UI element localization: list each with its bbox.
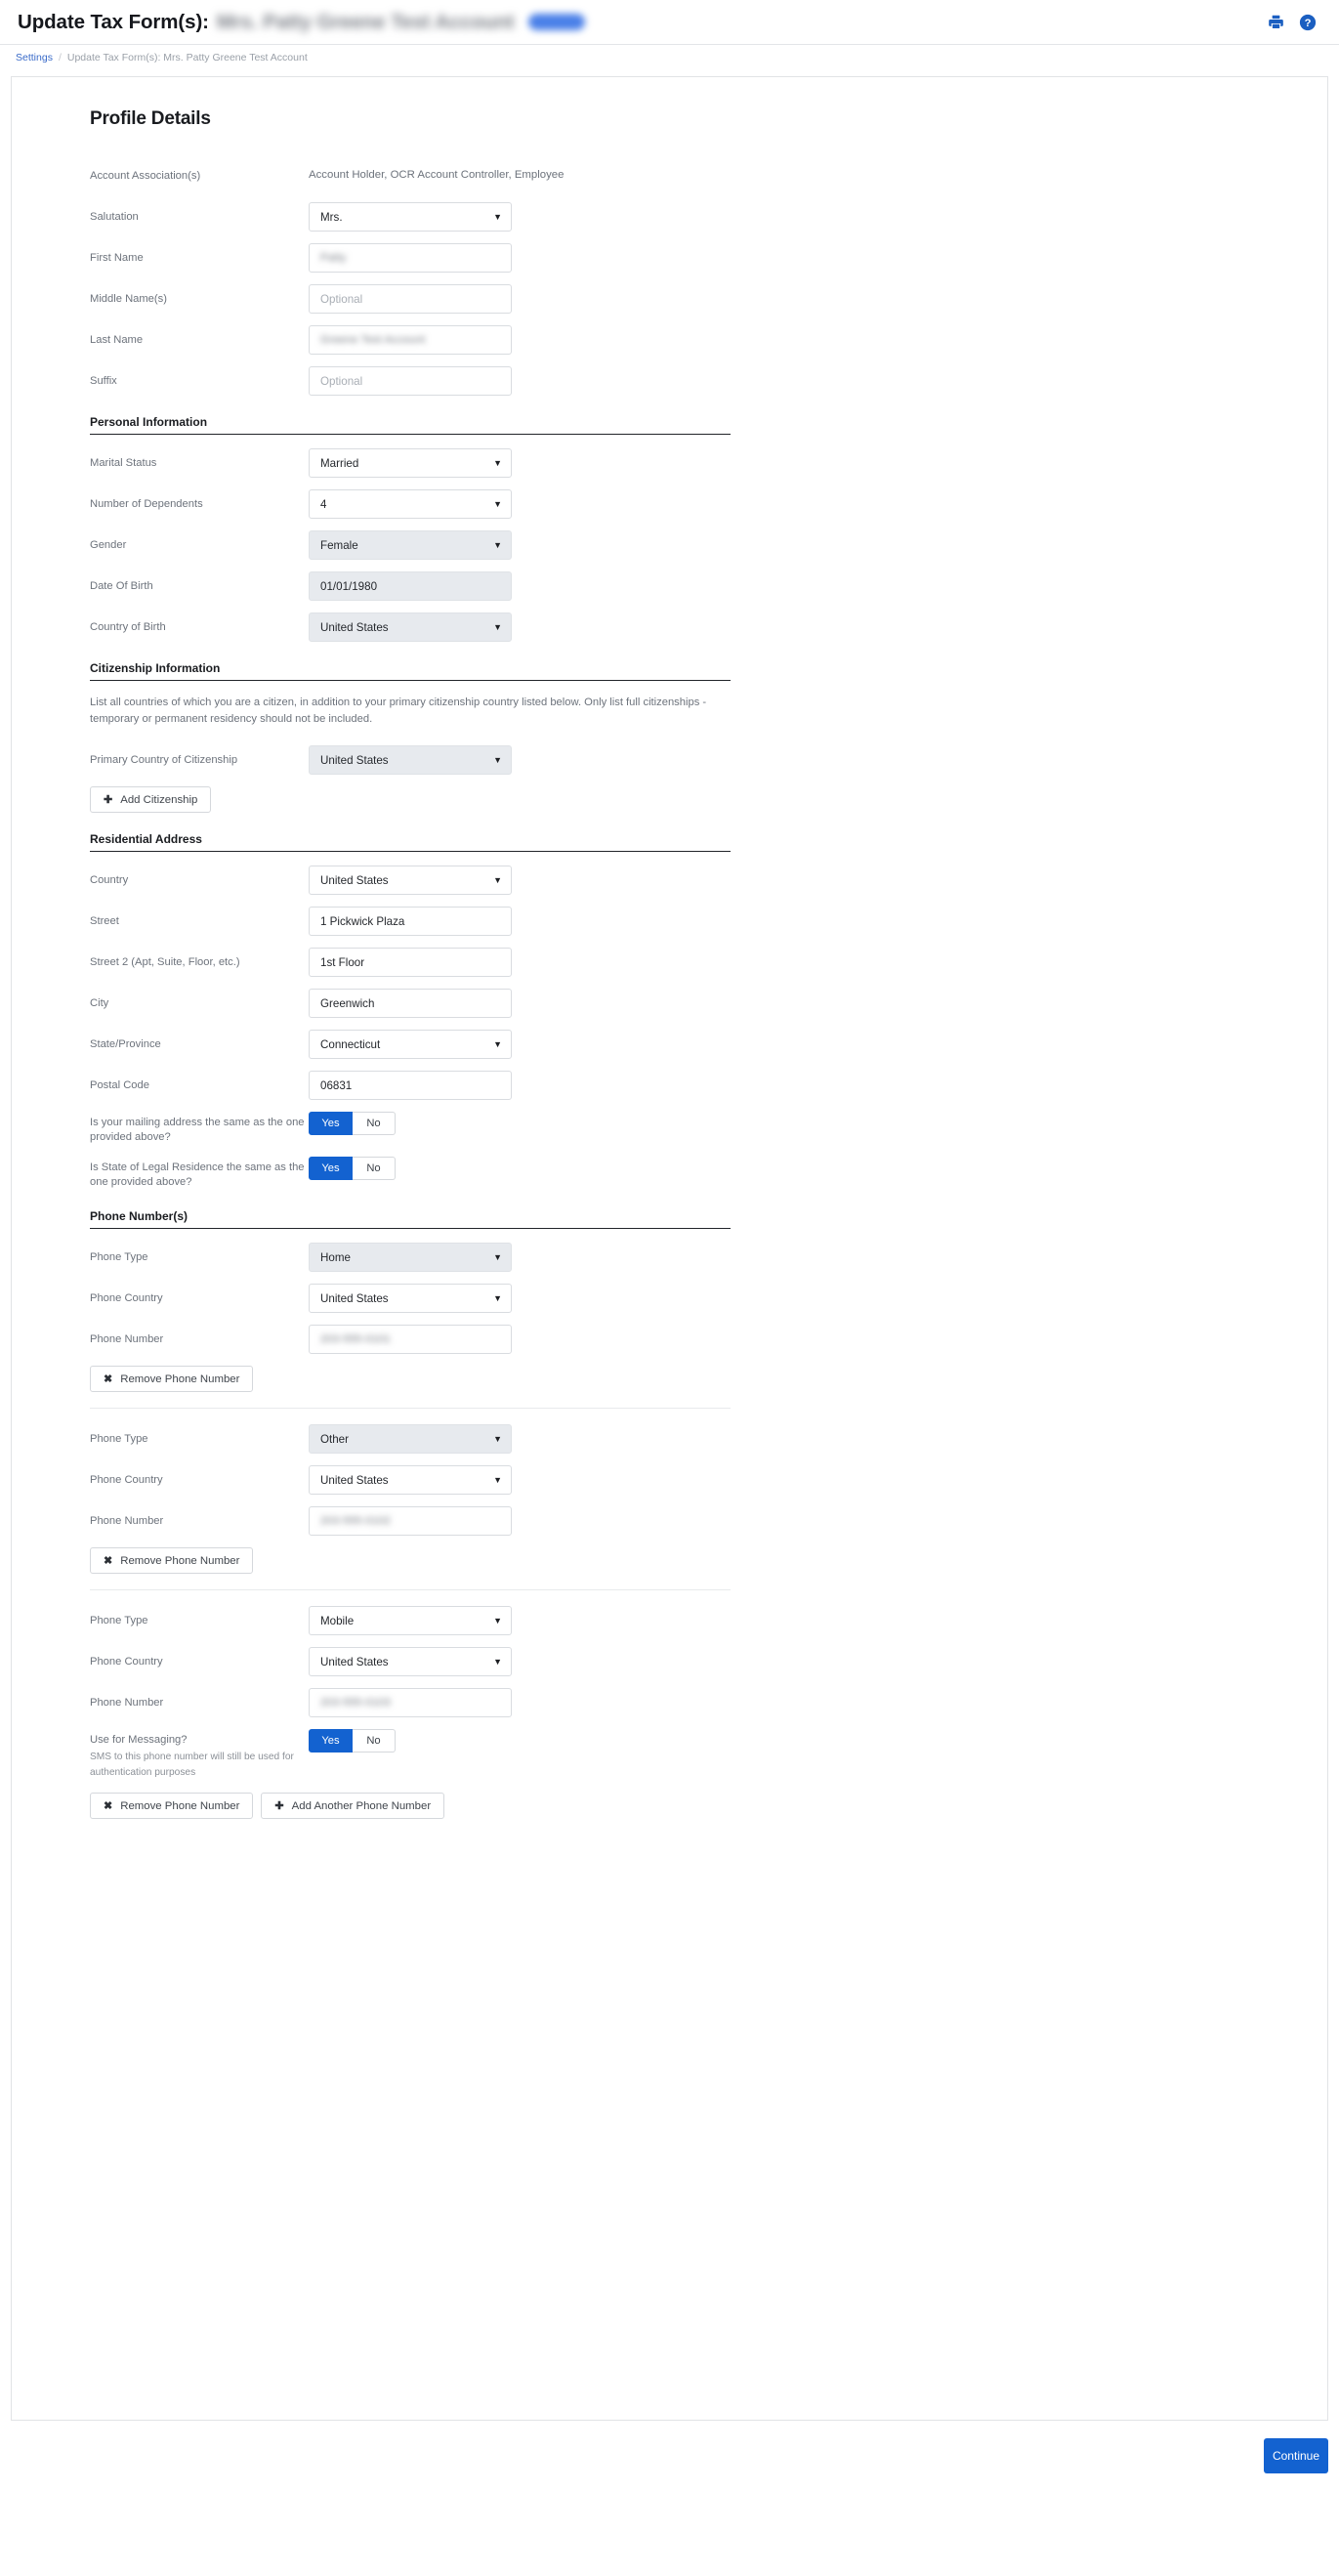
remove-phone-number-button[interactable] — [90, 1793, 253, 1819]
dependents-select[interactable] — [309, 489, 512, 519]
primary-citizenship-select[interactable] — [309, 745, 512, 775]
legal-residence-yes-option[interactable]: Yes — [309, 1157, 353, 1180]
field-row-phone-country — [90, 1284, 1145, 1313]
phone-actions — [90, 1547, 1145, 1574]
phone-entry — [90, 1606, 1145, 1819]
chevron-down-icon: ▼ — [493, 1657, 502, 1667]
field-row-suffix — [90, 366, 1145, 396]
state-value: Connecticut — [320, 1037, 381, 1051]
label-country-of-birth: Country of Birth — [90, 621, 166, 633]
field-row-primary-citizenship — [90, 745, 1145, 775]
field-row-phone-type — [90, 1606, 1145, 1635]
country-of-birth-value: United States — [320, 620, 389, 634]
label-marital-status: Marital Status — [90, 457, 157, 469]
remove-phone-number-button[interactable] — [90, 1366, 253, 1392]
field-row-phone-country — [90, 1647, 1145, 1676]
use-for-messaging-no-option[interactable]: No — [353, 1729, 396, 1753]
label-suffix: Suffix — [90, 375, 117, 387]
street-input[interactable] — [309, 907, 512, 936]
print-icon[interactable] — [1266, 13, 1285, 32]
chevron-down-icon: ▼ — [493, 1616, 502, 1626]
header-actions — [1266, 13, 1318, 32]
suffix-placeholder: Optional — [320, 374, 363, 388]
label-country: Country — [90, 874, 129, 886]
suffix-input[interactable] — [309, 366, 512, 396]
field-row-phone-number — [90, 1688, 1145, 1717]
phone-country-select[interactable] — [309, 1465, 512, 1495]
label-last-name: Last Name — [90, 334, 144, 346]
phone-actions — [90, 1366, 1145, 1392]
help-circle-icon[interactable] — [1298, 13, 1318, 32]
mailing-same-no-option[interactable]: No — [353, 1112, 396, 1135]
page-title-prefix: Update Tax Form(s): — [18, 10, 209, 33]
field-row-use-for-messaging — [90, 1729, 1145, 1781]
chevron-down-icon: ▼ — [493, 875, 502, 885]
phone-number-input[interactable] — [309, 1506, 512, 1536]
country-select[interactable] — [309, 866, 512, 895]
phone-country-value: United States — [320, 1473, 389, 1487]
legal-residence-no-option[interactable]: No — [353, 1157, 396, 1180]
field-row-street2 — [90, 948, 1145, 977]
label-phone-type: Phone Type — [90, 1251, 148, 1263]
field-row-last-name — [90, 325, 1145, 355]
phone-type-select[interactable] — [309, 1606, 512, 1635]
label-phone-number: Phone Number — [90, 1515, 164, 1527]
label-phone-type: Phone Type — [90, 1615, 148, 1626]
section-header-residential-address: Residential Address — [90, 832, 731, 852]
page-title — [18, 11, 585, 34]
phone-type-select[interactable] — [309, 1243, 512, 1272]
label-phone-number: Phone Number — [90, 1333, 164, 1345]
svg-text:?: ? — [1304, 17, 1312, 29]
postal-code-input[interactable] — [309, 1071, 512, 1100]
city-value: Greenwich — [320, 996, 375, 1010]
field-row-marital-status — [90, 448, 1145, 478]
phone-number-value-redacted: 203-555-0103 — [320, 1697, 392, 1709]
phone-number-input[interactable] — [309, 1325, 512, 1354]
label-account-association: Account Association(s) — [90, 170, 201, 182]
phone-country-value: United States — [320, 1291, 389, 1305]
use-for-messaging-toggle[interactable] — [309, 1729, 396, 1753]
salutation-select[interactable] — [309, 202, 512, 232]
add-another-phone-number-label: Add Another Phone Number — [291, 1799, 432, 1812]
use-for-messaging-title: Use for Messaging? — [90, 1734, 188, 1746]
field-row-salutation — [90, 202, 1145, 232]
chevron-down-icon: ▼ — [493, 458, 502, 468]
citizenship-description: List all countries of which you are a citizen, in addition to your primary citizenship country listed below. Only list full citizenships - temporary or permanent residency should not be included. — [90, 697, 707, 725]
field-row-phone-type — [90, 1424, 1145, 1454]
phone-number-value-redacted: 203-555-0101 — [320, 1333, 392, 1345]
chevron-down-icon: ▼ — [493, 1293, 502, 1303]
field-row-state — [90, 1030, 1145, 1059]
phone-country-value: United States — [320, 1655, 389, 1668]
label-phone-country: Phone Country — [90, 1474, 163, 1486]
label-street2: Street 2 (Apt, Suite, Floor, etc.) — [90, 956, 240, 968]
field-row-date-of-birth — [90, 571, 1145, 601]
field-row-city — [90, 989, 1145, 1018]
label-gender: Gender — [90, 539, 127, 551]
street2-input[interactable] — [309, 948, 512, 977]
field-row-account-association — [90, 161, 1145, 190]
label-dependents: Number of Dependents — [90, 498, 203, 510]
remove-phone-number-button[interactable] — [90, 1547, 253, 1574]
label-primary-citizenship: Primary Country of Citizenship — [90, 754, 238, 766]
continue-button[interactable]: Continue — [1264, 2438, 1328, 2473]
plus-icon: ✚ — [104, 794, 113, 806]
field-row-phone-number — [90, 1506, 1145, 1536]
primary-citizenship-value: United States — [320, 753, 389, 767]
marital-status-value: Married — [320, 456, 359, 470]
last-name-value-redacted: Greene Test Account — [320, 334, 426, 346]
value-account-association: Account Holder, OCR Account Controller, Employee — [309, 169, 565, 181]
use-for-messaging-yes-option[interactable]: Yes — [309, 1729, 353, 1753]
gender-value: Female — [320, 538, 358, 552]
section-header-citizenship-information: Citizenship Information — [90, 661, 731, 681]
breadcrumb-link-settings[interactable]: Settings — [16, 52, 53, 63]
label-mailing-same: Is your mailing address the same as the one provided above? — [90, 1117, 305, 1143]
date-of-birth-input — [309, 571, 512, 601]
gender-select[interactable] — [309, 530, 512, 560]
first-name-input[interactable] — [309, 243, 512, 273]
chevron-down-icon: ▼ — [493, 540, 502, 550]
field-row-postal-code — [90, 1071, 1145, 1100]
field-row-gender — [90, 530, 1145, 560]
chevron-down-icon: ▼ — [493, 212, 502, 222]
remove-phone-number-label: Remove Phone Number — [120, 1554, 240, 1567]
add-citizenship-label: Add Citizenship — [120, 793, 198, 806]
field-row-street — [90, 907, 1145, 936]
plus-icon: ✚ — [274, 1800, 284, 1812]
phone-divider — [90, 1589, 731, 1590]
city-input[interactable] — [309, 989, 512, 1018]
middle-name-input[interactable] — [309, 284, 512, 314]
chevron-down-icon: ▼ — [493, 1039, 502, 1049]
chevron-down-icon: ▼ — [493, 1434, 502, 1444]
phone-number-value-redacted: 203-555-0102 — [320, 1515, 392, 1527]
state-select[interactable] — [309, 1030, 512, 1059]
label-use-for-messaging — [90, 1729, 309, 1781]
label-phone-type: Phone Type — [90, 1433, 148, 1445]
legal-residence-toggle[interactable] — [309, 1157, 396, 1180]
phone-entry — [90, 1424, 1145, 1574]
phone-country-select[interactable] — [309, 1647, 512, 1676]
phone-actions — [90, 1793, 1145, 1819]
page-title-account-redacted: Mrs. Patty Greene Test Account — [216, 10, 515, 33]
field-row-phone-type — [90, 1243, 1145, 1272]
field-row-mailing-same — [90, 1112, 1145, 1145]
chevron-down-icon: ▼ — [493, 499, 502, 509]
field-row-country — [90, 866, 1145, 895]
country-of-birth-select[interactable] — [309, 612, 512, 642]
label-postal-code: Postal Code — [90, 1079, 149, 1091]
middle-name-placeholder: Optional — [320, 292, 363, 306]
label-phone-country: Phone Country — [90, 1292, 163, 1304]
phone-country-select[interactable] — [309, 1284, 512, 1313]
chevron-down-icon: ▼ — [493, 755, 502, 765]
phone-type-select[interactable] — [309, 1424, 512, 1454]
chevron-down-icon: ▼ — [493, 622, 502, 632]
phone-type-value: Mobile — [320, 1614, 355, 1627]
label-date-of-birth: Date Of Birth — [90, 580, 153, 592]
label-legal-residence: Is State of Legal Residence the same as the one provided above? — [90, 1161, 305, 1188]
section-header-phone-numbers: Phone Number(s) — [90, 1209, 731, 1229]
field-row-phone-country — [90, 1465, 1145, 1495]
label-city: City — [90, 997, 109, 1009]
footer-actions — [11, 2438, 1328, 2473]
close-x-icon: ✖ — [104, 1555, 113, 1567]
mailing-same-toggle[interactable] — [309, 1112, 396, 1135]
breadcrumb-current: Update Tax Form(s): Mrs. Patty Greene Test Account — [66, 52, 308, 63]
remove-phone-number-label: Remove Phone Number — [120, 1799, 240, 1812]
breadcrumb-separator: / — [58, 52, 62, 63]
label-phone-number: Phone Number — [90, 1697, 164, 1709]
field-row-middle-name — [90, 284, 1145, 314]
use-for-messaging-note: SMS to this phone number will still be used for authentication purposes — [90, 1752, 294, 1778]
app-header — [0, 0, 1339, 45]
label-street: Street — [90, 915, 119, 927]
breadcrumb — [0, 45, 1339, 70]
close-x-icon: ✖ — [104, 1373, 113, 1385]
chevron-down-icon: ▼ — [493, 1475, 502, 1485]
section-header-personal-information: Personal Information — [90, 415, 731, 435]
field-row-country-of-birth — [90, 612, 1145, 642]
label-state: State/Province — [90, 1038, 161, 1050]
country-value: United States — [320, 873, 389, 887]
citizenship-actions — [90, 786, 1145, 813]
close-x-icon: ✖ — [104, 1800, 113, 1812]
label-first-name: First Name — [90, 252, 144, 264]
field-row-dependents — [90, 489, 1145, 519]
last-name-input[interactable] — [309, 325, 512, 355]
street2-value: 1st Floor — [320, 955, 365, 969]
page-heading: Profile Details — [90, 108, 211, 129]
phone-type-value: Home — [320, 1250, 351, 1264]
field-row-first-name — [90, 243, 1145, 273]
phone-type-value: Other — [320, 1432, 349, 1446]
remove-phone-number-label: Remove Phone Number — [120, 1372, 240, 1385]
page-title-badge-redacted — [528, 14, 585, 30]
marital-status-select[interactable] — [309, 448, 512, 478]
field-row-legal-residence — [90, 1157, 1145, 1190]
label-salutation: Salutation — [90, 211, 139, 223]
chevron-down-icon: ▼ — [493, 1252, 502, 1262]
field-row-phone-number — [90, 1325, 1145, 1354]
phone-divider — [90, 1408, 731, 1409]
phone-number-input[interactable] — [309, 1688, 512, 1717]
postal-code-value: 06831 — [320, 1078, 353, 1092]
mailing-same-yes-option[interactable]: Yes — [309, 1112, 353, 1135]
first-name-value-redacted: Patty — [320, 252, 347, 264]
add-another-phone-number-button[interactable] — [261, 1793, 444, 1819]
label-phone-country: Phone Country — [90, 1656, 163, 1668]
add-citizenship-button[interactable] — [90, 786, 211, 813]
phone-entry — [90, 1243, 1145, 1392]
salutation-value-redacted: Mrs. — [320, 210, 343, 224]
date-of-birth-value: 01/01/1980 — [320, 579, 378, 593]
profile-details-card — [11, 76, 1328, 2421]
label-middle-name: Middle Name(s) — [90, 293, 167, 305]
dependents-value: 4 — [320, 497, 327, 511]
street-value: 1 Pickwick Plaza — [320, 914, 405, 928]
